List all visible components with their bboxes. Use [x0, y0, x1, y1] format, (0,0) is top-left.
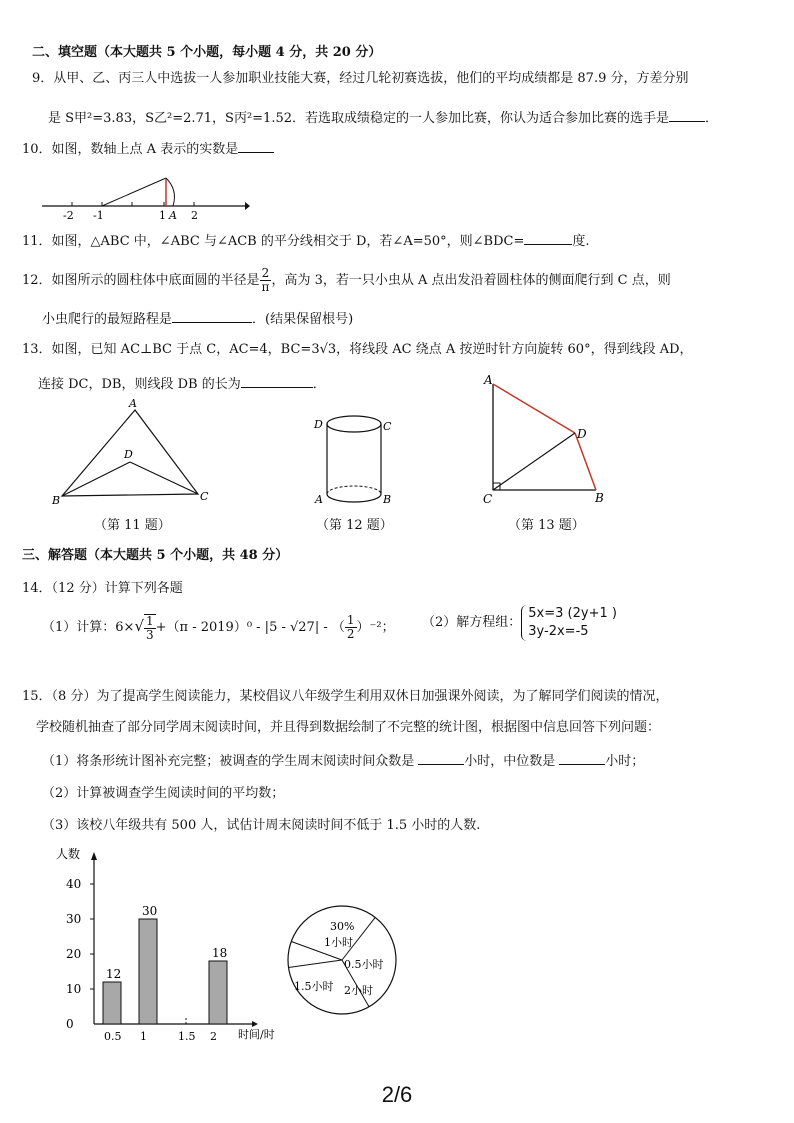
q14-part1-mid: +（π - 2019）⁰ - |5 - √27| - （ [155, 620, 345, 635]
fig11-label-C: C [200, 490, 209, 503]
axis-label-minus2: -2 [63, 209, 74, 222]
q12-line2b: ．(结果保留根号) [252, 312, 354, 327]
fig12-caption: （第 12 题） [316, 518, 393, 533]
number-line-arrow [245, 202, 250, 210]
q12-line1b: ，高为 3，若一只小虫从 A 点出发沿着圆柱体的侧面爬行到 C 点，则 [271, 273, 671, 288]
q12-line1 [22, 266, 671, 296]
pie-slice-label: 2小时 [344, 984, 373, 997]
y-axis-label: 人数 [56, 847, 81, 861]
q13-answer-blank[interactable] [241, 375, 313, 388]
q11-label: 11．如图，△ABC 中，∠ABC 与∠ACB 的平分线相交于 D，若∠A=50°，则∠BDC= [22, 234, 525, 249]
q15-part3: （3）该校八年级共有 500 人，试估计周末阅读时间不低于 1.5 小时的人数. [42, 818, 481, 833]
fig11-label-D: D [124, 448, 133, 461]
q10-label: 10．如图，数轴上点 A 表示的实数是 [22, 142, 239, 157]
axis-label-minus1: -1 [93, 209, 104, 222]
q15-part1 [42, 752, 644, 771]
pie-slice-percent: 30% [330, 920, 355, 933]
bar-data-label: 18 [212, 946, 228, 960]
bar [103, 982, 121, 1024]
q15-p1c: 小时； [605, 754, 645, 769]
fig11-caption: （第 11 题） [94, 518, 171, 533]
q14-half-num: 1 [346, 613, 355, 627]
q12-frac-den: π [261, 280, 270, 294]
bar-data-label: 30 [142, 904, 158, 918]
pie-slice-label: 0.5小时 [344, 958, 384, 971]
bar-data-label: 12 [106, 967, 122, 981]
x-tick-label: 0.5 [104, 1030, 122, 1043]
y-axis-arrow [91, 852, 97, 860]
q14-part2 [422, 600, 617, 646]
q9-line2 [48, 109, 718, 128]
fig13-caption: （第 13 题） [508, 518, 585, 533]
equation-system [521, 605, 617, 641]
q15-p1a: （1）将条形统计图补充完整；被调查的学生周末阅读时间众数是 [42, 754, 415, 769]
q15-line1: 15．（8 分）为了提高学生阅读能力，某校倡议八年级学生利用双休日加强课外阅读，为了解同学们阅读的情况， [22, 689, 669, 704]
fig11-triangle [48, 396, 218, 506]
segment-db [575, 433, 596, 490]
cylinder-bottom-back [327, 486, 381, 494]
q10-text [22, 140, 274, 159]
q13-line2 [38, 375, 326, 394]
bisector-cd [130, 462, 198, 494]
q14-title: 14．（12 分）计算下列各题 [22, 581, 183, 596]
equation-1: 5x=3 (2y+1 ) [528, 605, 617, 621]
q15-p1b: 小时，中位数是 [464, 754, 556, 769]
q9-answer-blank[interactable] [669, 109, 705, 122]
q12-answer-blank[interactable] [172, 310, 252, 323]
section3-header: 三、解答题（本大题共 5 个小题，共 48 分） [22, 548, 289, 563]
bar [209, 961, 227, 1024]
pie-divider [289, 960, 343, 968]
q12-fraction [260, 267, 272, 294]
q12-line2a: 小虫爬行的最短路程是 [42, 312, 173, 327]
q14-part1-prefix: （1）计算：6× [42, 620, 135, 635]
q13-line1: 13．如图，已知 AC⊥BC 于点 C，AC=4，BC=3√3，将线段 AC 绕点 A 按逆时针方向旋转 60°，得到线段 AD， [22, 342, 693, 357]
equation-2: 3y-2x=-5 [528, 623, 589, 639]
fig12-cylinder [312, 408, 396, 508]
pie-slice-label: 1小时 [324, 936, 353, 949]
fig12-label-A: A [315, 493, 323, 506]
q11-text [22, 232, 590, 251]
sqrt-symbol: √ [134, 617, 144, 635]
fig12-label-C: C [383, 420, 392, 433]
x-tick-label: 1.5 [178, 1030, 196, 1043]
q14-sqrt-den: 3 [146, 627, 154, 642]
x-tick-label: 2 [210, 1030, 217, 1043]
number-line-figure [40, 164, 250, 222]
bar [139, 919, 157, 1024]
q15-part2: （2）计算被调查学生阅读时间的平均数； [42, 786, 285, 801]
axis-label-1: 1 [159, 209, 166, 222]
q15-median-blank[interactable] [559, 752, 605, 765]
cylinder-top [327, 416, 381, 432]
segment-dc [493, 433, 575, 490]
q12-frac-num: 2 [260, 267, 272, 281]
q13-line2-text: 连接 DC，DB，则线段 DB 的长为 [38, 377, 241, 392]
pie-chart [282, 900, 402, 1020]
y-tick-label: 30 [66, 912, 82, 926]
fig13-label-D: D [577, 427, 587, 441]
fig13-figure [478, 370, 608, 510]
x-axis-label: 时间/时 [238, 1028, 275, 1041]
pie-slice-label: 1.5小时 [294, 980, 334, 993]
y-tick-label: 10 [66, 982, 82, 996]
axis-label-2: 2 [191, 209, 198, 222]
q9-end: ． [705, 111, 719, 126]
axis-label-A: A [169, 209, 177, 222]
y-tick-label: 0 [66, 1017, 74, 1031]
bar-chart [50, 844, 290, 1044]
q12-line1a: 12．如图所示的圆柱体中底面圆的半径是 [22, 273, 260, 288]
fig12-label-D: D [314, 418, 323, 431]
q14-part1-end: ）⁻²； [356, 620, 395, 635]
fig12-label-B: B [383, 493, 392, 506]
fig11-label-A: A [129, 397, 137, 410]
q14-part1 [42, 608, 395, 644]
cylinder-bottom-front [327, 494, 381, 502]
q14-sqrt-num: 1 [146, 613, 154, 628]
fig11-label-B: B [52, 494, 61, 506]
x-tick-label: 1 [140, 1030, 147, 1043]
q10-answer-blank[interactable] [238, 140, 274, 153]
q14-part2-prefix: （2）解方程组： [422, 615, 522, 630]
q15-mode-blank[interactable] [418, 752, 464, 765]
q9-line1: 9．从甲、乙、丙三人中选拔一人参加职业技能大赛，经过几轮初赛选拔，他们的平均成绩都是 87.9 分，方差分别 [32, 71, 689, 86]
fig13-label-C: C [483, 492, 493, 506]
segment-ad [493, 384, 575, 433]
compass-arc [166, 178, 174, 206]
q9-line2-text: 是 S甲²=3.83，S乙²=2.71，S丙²=1.52．若选取成绩稳定的一人参加比赛，你认为适合参加比赛的选手是 [48, 111, 669, 126]
q12-line2 [42, 310, 353, 329]
q13-end: ． [312, 377, 326, 392]
section2-header: 二、填空题（本大题共 5 个小题，每小题 4 分，共 20 分） [32, 45, 382, 60]
page-number: 2/6 [381, 1082, 413, 1107]
fig13-label-A: A [484, 373, 493, 387]
q14-half-fraction [345, 614, 357, 641]
q11-answer-blank[interactable] [524, 232, 572, 245]
q15-line2: 学校随机抽查了部分同学周末阅读时间，并且得到数据绘制了不完整的统计图，根据图中信息回答下列问题： [36, 720, 661, 735]
y-tick-label: 20 [66, 947, 82, 961]
y-tick-label: 40 [66, 877, 82, 891]
q14-sqrt-fraction [144, 614, 156, 642]
fig13-label-B: B [595, 491, 604, 505]
bisector-bd [62, 462, 130, 496]
triangle-hypotenuse [102, 178, 166, 206]
q11-unit: 度. [572, 234, 590, 249]
x-axis-arrow [252, 1021, 258, 1027]
q14-half-den: 2 [346, 627, 355, 641]
